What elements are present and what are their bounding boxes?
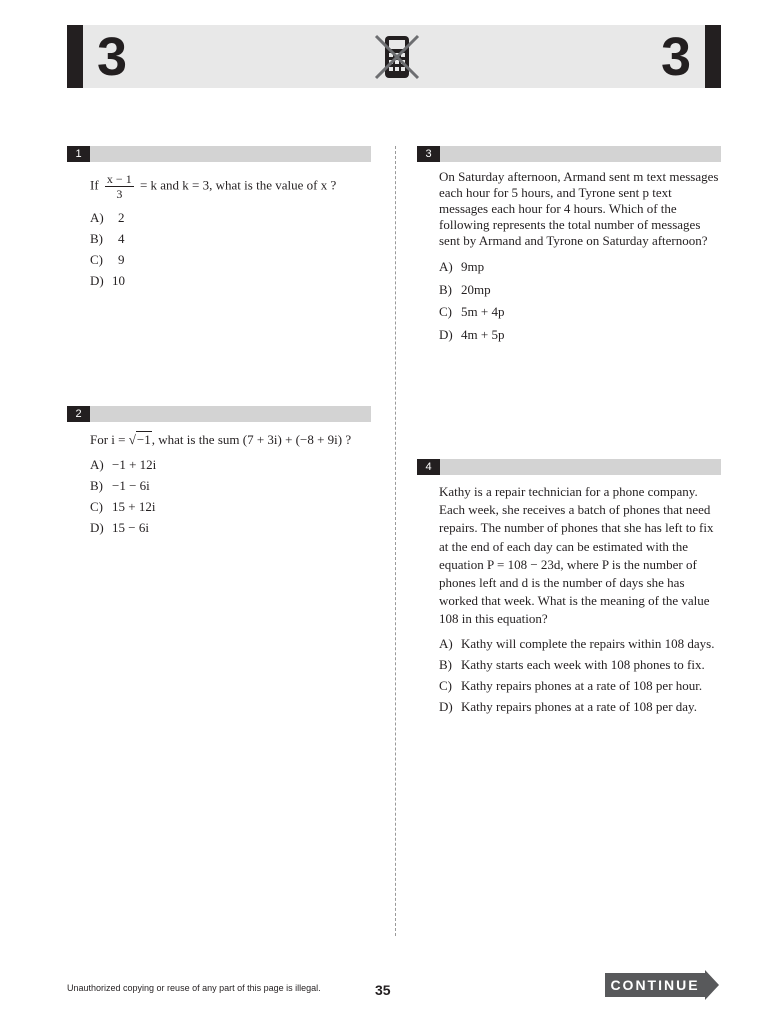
question-2-choices [90,454,156,538]
choice-text: Kathy will complete the repairs within 108 days. [461,636,715,651]
answer-choice[interactable] [90,496,156,517]
question-3-stem: On Saturday afternoon, Armand sent m text messages each hour for 5 hours, and Tyrone sent p text messages each hour for 4 hours. Which of the following represents the total number of messages sent by Armand and Tyrone on Saturday afternoon? [439,169,719,248]
answer-choice[interactable] [90,207,125,228]
choice-text: 5m + 4p [461,304,505,319]
choice-text: 10 [112,273,125,288]
question-1-fraction [105,172,134,201]
choice-letter: B) [90,478,103,493]
answer-choice[interactable] [439,256,504,279]
section-number-left: 3 [97,27,128,87]
question-2-stem-suffix: , what is the sum (7 + 3i) + (−8 + 9i) ? [151,432,352,447]
question-1-stem [90,172,336,201]
question-4-bar [417,459,721,475]
choice-letter: A) [439,259,453,274]
question-1-stem-prefix: If [90,177,99,193]
answer-choice[interactable] [90,454,156,475]
answer-choice[interactable] [90,517,156,538]
header-right-bar [705,25,721,88]
choice-letter: D) [439,699,453,714]
choice-text: 9mp [461,259,485,274]
choice-letter: B) [439,657,452,672]
question-4-choices [439,633,714,717]
answer-choice[interactable] [439,301,504,324]
question-3-number: 3 [417,146,440,162]
choice-letter: C) [439,678,452,693]
question-2-number: 2 [67,406,90,422]
no-calculator-icon [370,30,424,84]
answer-choice[interactable] [439,633,714,654]
choice-letter: A) [439,636,453,651]
choice-text: 20mp [461,281,491,297]
choice-letter: B) [90,231,103,246]
choice-letter: A) [90,457,104,472]
page-number: 35 [375,982,391,998]
choice-text: 2 [118,210,125,225]
question-4-stem: Kathy is a repair technician for a phone company. Each week, she receives a batch of phones that need repairs. The number of phones that she has left to fix at the end of each day can be estimated with the equation P = 108 − 23d, where P is the number of phones left and d is the number of days she has worked that week. What is the meaning of the value 108 in this equation? [439,484,714,627]
choice-text: 4m + 5p [461,326,505,342]
radicand: −1 [136,432,151,447]
continue-label: CONTINUE [610,977,700,993]
question-3-choices [439,256,504,346]
choice-letter: C) [90,499,103,514]
choice-text: 15 + 12i [112,499,156,514]
question-1-bar [67,146,371,162]
choice-letter: A) [90,210,104,225]
choice-letter: B) [439,281,452,297]
choice-letter: D) [90,273,104,288]
choice-text: Kathy repairs phones at a rate of 108 per day. [461,699,697,714]
choice-letter: C) [439,304,452,319]
answer-choice[interactable] [439,654,714,675]
choice-letter: C) [90,252,103,267]
choice-text: −1 + 12i [112,457,157,472]
choice-text: −1 − 6i [112,478,150,493]
answer-choice[interactable] [90,228,125,249]
column-divider [395,146,396,936]
question-1-choices [90,207,125,291]
choice-text: Kathy repairs phones at a rate of 108 per hour. [461,678,703,693]
answer-choice[interactable] [439,696,714,717]
question-2-bar [67,406,371,422]
continue-button[interactable] [605,970,719,1000]
answer-choice[interactable] [90,475,156,496]
fraction-numerator: x − 1 [106,172,132,186]
answer-choice[interactable] [439,279,504,302]
answer-choice[interactable] [90,270,125,291]
section-number-right: 3 [660,27,691,87]
choice-letter: D) [439,326,453,342]
square-root: √−1 [128,432,151,447]
header-left-bar [67,25,83,88]
choice-text: Kathy starts each week with 108 phones to fix. [461,657,705,672]
answer-choice[interactable] [439,324,504,347]
question-2-stem [90,432,351,448]
answer-choice[interactable] [439,675,714,696]
choice-text: 15 − 6i [112,520,149,535]
question-1-number: 1 [67,146,90,162]
copyright-notice: Unauthorized copying or reuse of any part of this page is illegal. [67,983,321,993]
question-2-stem-prefix: For i = [90,432,126,447]
answer-choice[interactable] [90,249,125,270]
question-1-stem-suffix: = k and k = 3, what is the value of x ? [139,177,337,193]
question-4-number: 4 [417,459,440,475]
choice-text: 4 [118,231,125,246]
fraction-denominator: 3 [116,187,123,201]
question-3-bar [417,146,721,162]
choice-text: 9 [118,252,125,267]
section-header [67,25,721,88]
choice-letter: D) [90,520,104,535]
